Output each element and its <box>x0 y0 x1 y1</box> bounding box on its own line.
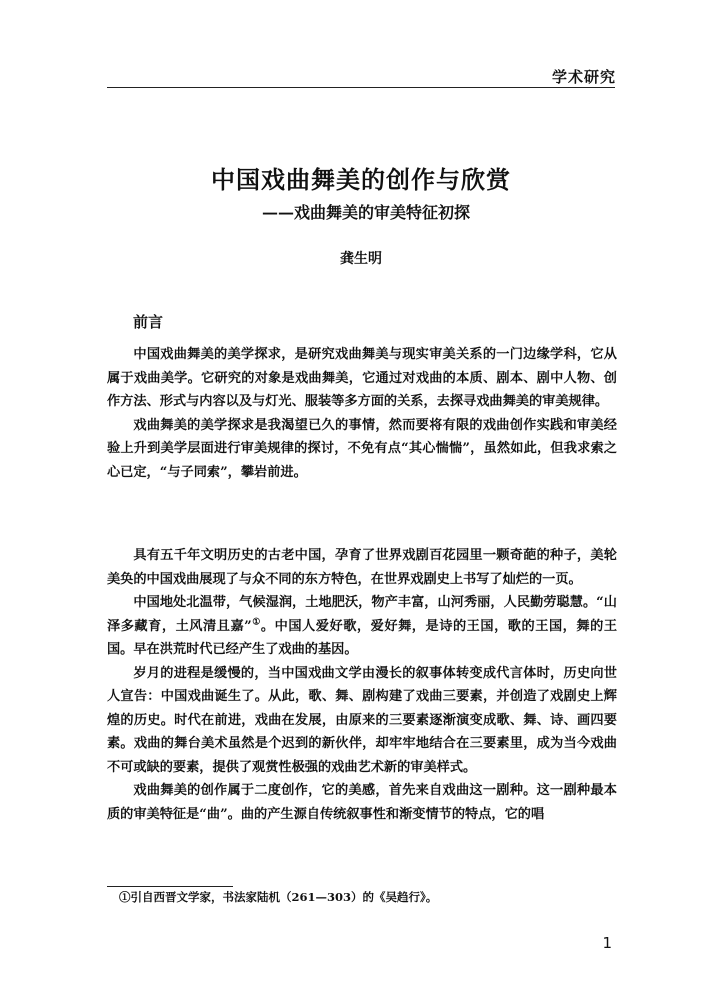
paragraph: 戏曲舞美的美学探求是我渴望已久的事情，然而要将有限的戏曲创作实践和审美经验上升到美学层面进行审美规律的探讨，不免有点“其心惴惴”，虽然如此，但我求索之心已定，“与子同索”，攀岩前进。 <box>107 417 617 480</box>
paragraph: 具有五千年文明历史的古老中国，孕育了世界戏剧百花园里一颗奇葩的种子，美轮美奂的中国戏曲展现了与众不同的东方特色，在世界戏剧史上书写了灿烂的一页。 <box>107 548 617 587</box>
footnote-marker: ① <box>251 617 261 628</box>
paragraph: 岁月的进程是缓慢的，当中国戏曲文学由漫长的叙事体转变成代言体时，历史向世人宣告：中国戏曲诞生了。从此，歌、舞、剧构建了戏曲三要素，并创造了戏剧史上辉煌的历史。时代在前进，戏曲在发展，由原来的三要素逐渐演变成歌、舞、诗、画四要素。戏曲的舞台美术虽然是个迟到的新伙伴，却牢牢地结合在三要素里，成为当今戏曲不可或缺的要素，提供了观赏性极强的戏曲艺术新的审美样式。 <box>107 665 617 775</box>
article-title: 中国戏曲舞美的创作与欣赏 <box>211 165 511 194</box>
paragraph-text: 。中国人爱好歌，爱好舞，是诗的王国，歌的王国，舞的王国。早在洪荒时代已经产生了戏曲的基因。 <box>107 618 618 657</box>
journal-section-label: 学术研究 <box>551 68 616 86</box>
page-number: 1 <box>602 934 612 952</box>
article-author: 龚生明 <box>340 251 382 267</box>
paragraph: 中国戏曲舞美的美学探求，是研究戏曲舞美与现实审美关系的一门边缘学科，它从属于戏曲美学。它研究的对象是戏曲舞美，它通过对戏曲的本质、剧本、剧中人物、创作方法、形式与内容以及与灯光、服装等多方面的关系，去探寻戏曲舞美的审美规律。 <box>107 347 617 409</box>
paragraph-text: 中国地处北温带，气候湿润，土地肥沃，物产丰富，山河秀丽，人民勤劳聪慧。“山泽多藏育，土风清且嘉” <box>107 595 617 634</box>
paragraph <box>107 591 617 662</box>
paragraph: 戏曲舞美的创作属于二度创作，它的美感，首先来自戏曲这一剧种。这一剧种最本质的审美特征是“曲”。曲的产生源自传统叙事性和渐变情节的特点，它的唱 <box>107 783 617 822</box>
body-text <box>107 544 617 826</box>
preface-text <box>107 343 617 484</box>
header-rule <box>107 87 615 88</box>
footnote: ①引自西晋文学家，书法家陆机（261—303）的《吴趋行》。 <box>119 890 438 904</box>
footnote-rule <box>107 886 233 887</box>
preface-heading: 前言 <box>133 313 164 331</box>
article-subtitle: ——戏曲舞美的审美特征初探 <box>261 203 470 222</box>
